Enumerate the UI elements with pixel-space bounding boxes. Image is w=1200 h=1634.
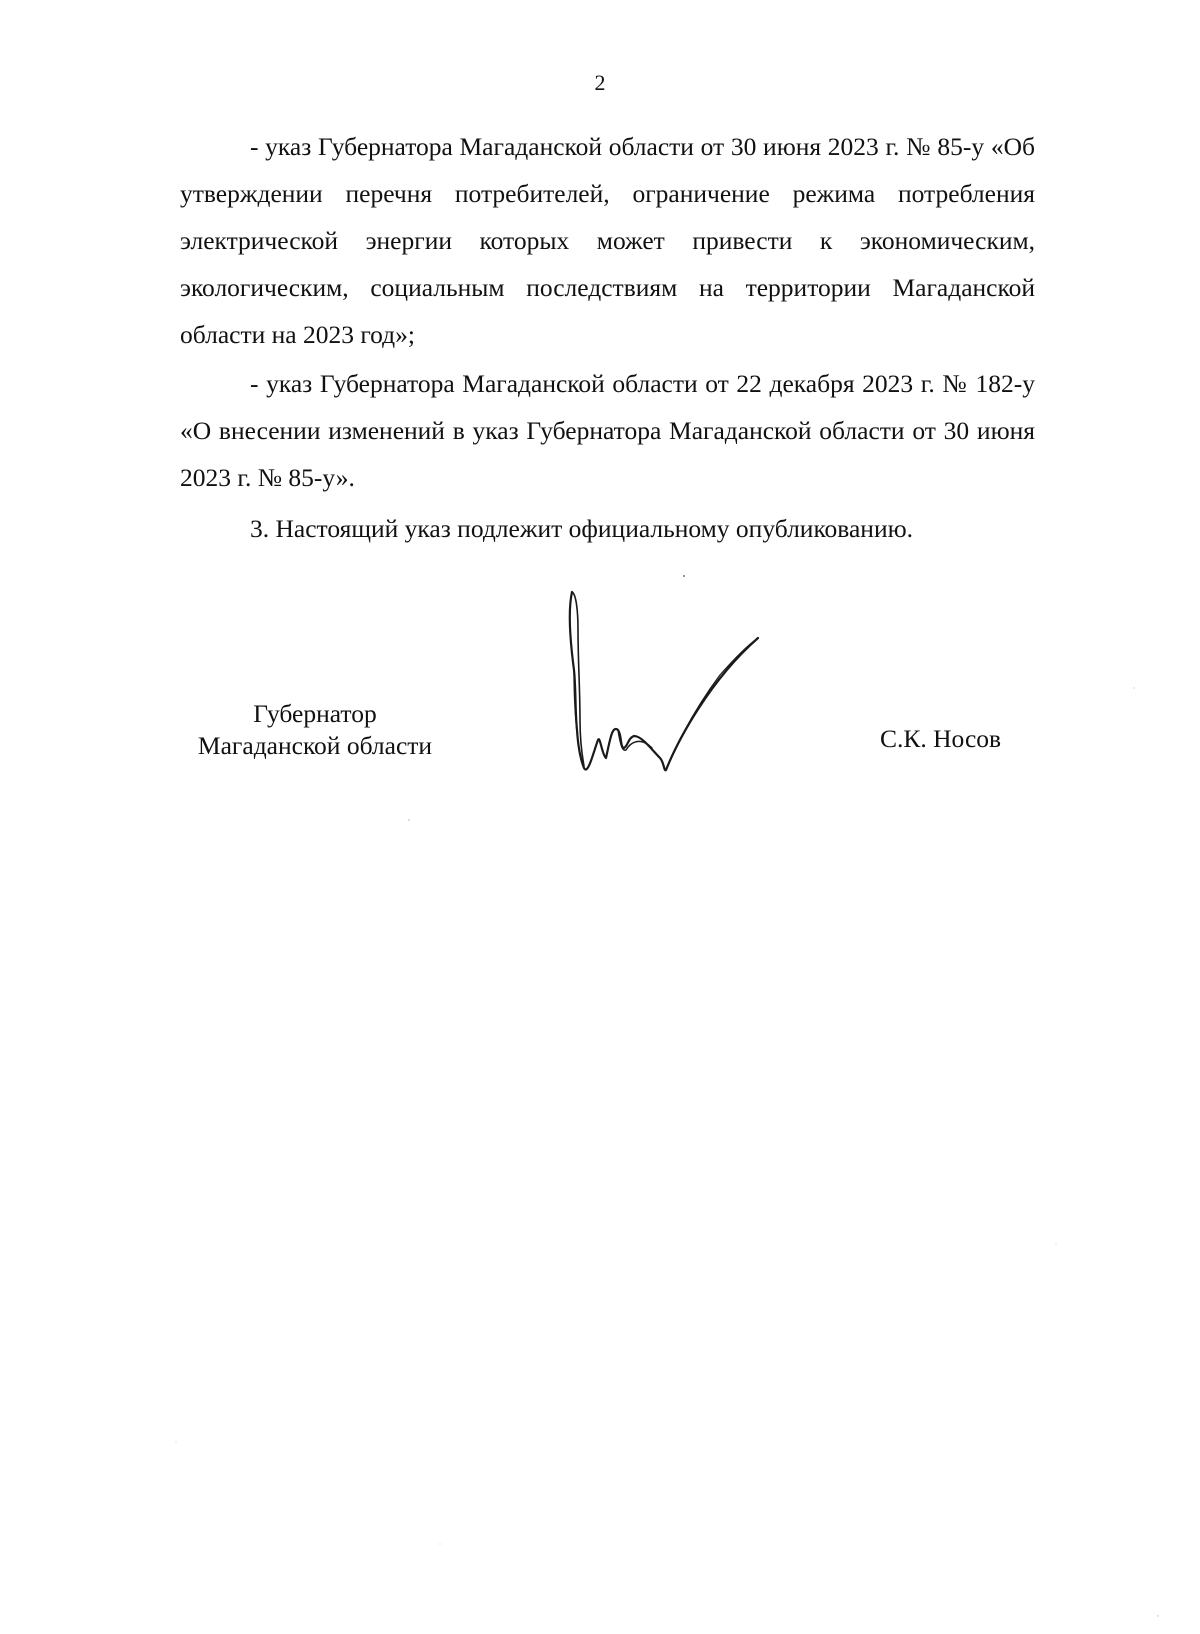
signer-position-line-1: Губернатор <box>253 699 377 728</box>
signer-position <box>180 698 450 762</box>
clause-3-publication: 3. Настоящий указ подлежит официальному опубликованию. <box>250 514 914 543</box>
handwritten-signature <box>560 580 780 800</box>
list-item-decree-85: - указ Губернатора Магаданской области от 30 июня 2023 г. № 85-у «Об утверждении перечня потребителей, ограничение режима потребления электрической энергии которых может привести к экономическим, экологическим, социальным последствиям на территории Магаданской области на 2023 год»; <box>180 132 1035 349</box>
signer-name: С.К. Носов <box>880 724 1002 753</box>
signer-position-line-2: Магаданской области <box>197 731 433 760</box>
page-number: 2 <box>594 70 606 95</box>
list-item-decree-182: - указ Губернатора Магаданской области от 22 декабря 2023 г. № 182-у «О внесении изменений в указ Губернатора Магаданской области от 30 июня 2023 г. № 85-у». <box>180 369 1035 492</box>
